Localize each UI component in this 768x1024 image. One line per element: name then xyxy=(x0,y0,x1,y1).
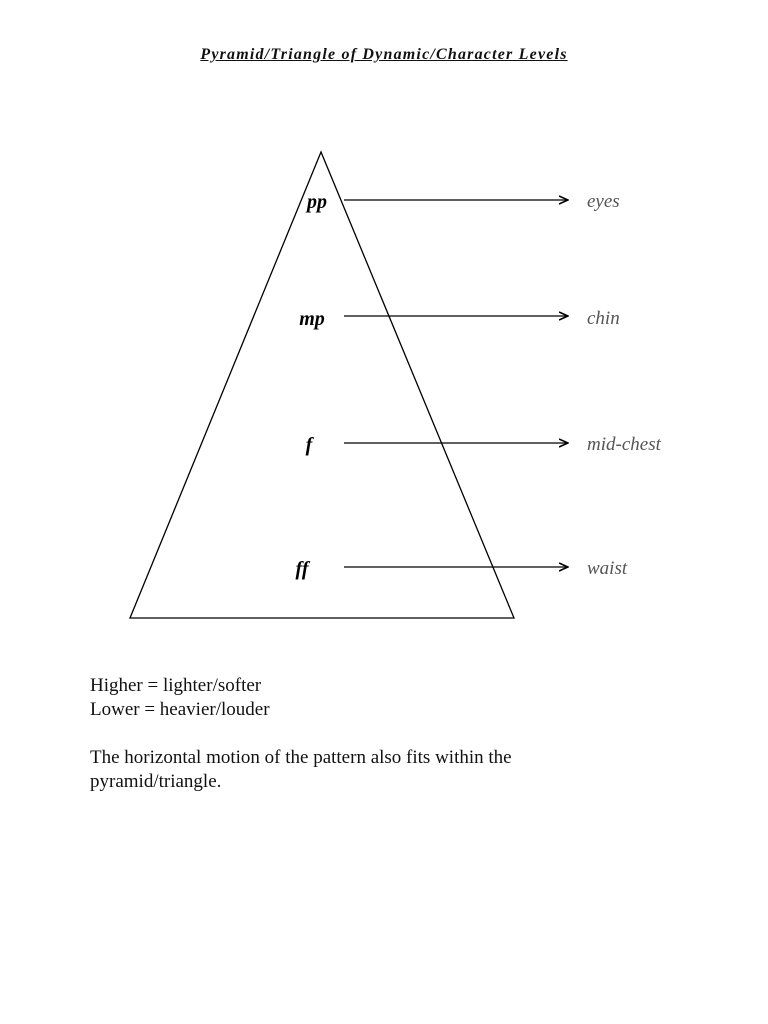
dynamic-label-ff: ff xyxy=(295,558,309,580)
dynamic-label-mp: mp xyxy=(299,308,325,330)
note-higher: Higher = lighter/softer xyxy=(90,675,262,696)
note-paragraph-line2: pyramid/triangle. xyxy=(90,771,222,792)
dynamic-label-pp: pp xyxy=(307,191,327,213)
spacer xyxy=(90,722,610,746)
note-lower: Lower = heavier/louder xyxy=(90,699,270,720)
pyramid-triangle xyxy=(130,152,514,618)
page-title: Pyramid/Triangle of Dynamic/Character Levels xyxy=(200,46,568,63)
body-label-eyes: eyes xyxy=(587,191,620,212)
body-label-waist: waist xyxy=(587,558,628,579)
body-label-mid-chest: mid-chest xyxy=(587,434,661,455)
body-label-chin: chin xyxy=(587,308,620,329)
note-paragraph-line1: The horizontal motion of the pattern also fits within the xyxy=(90,747,512,768)
notes-section xyxy=(90,674,610,794)
dynamic-label-f: f xyxy=(305,434,313,456)
